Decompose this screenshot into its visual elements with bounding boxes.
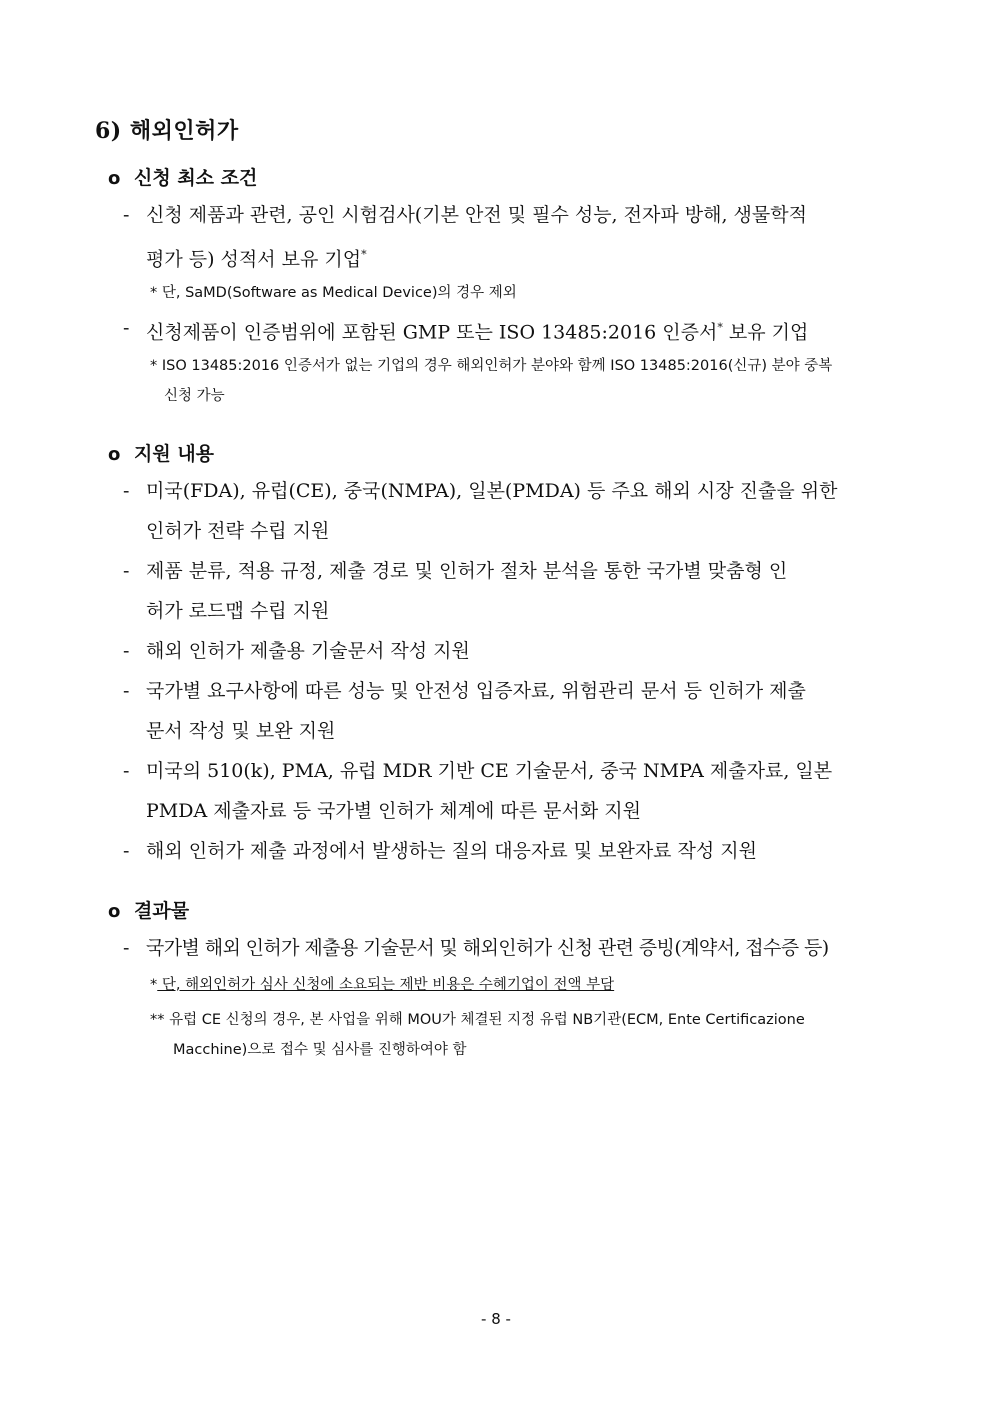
footnote (150, 351, 896, 411)
list-item-text (146, 928, 923, 968)
list-item (123, 928, 923, 968)
list-item-line: 보유 기업 (722, 321, 809, 344)
subsection-heading-eligibility (108, 163, 257, 190)
list-item (123, 831, 896, 871)
list-item-text (146, 551, 896, 631)
footnote-text: 유럽 CE 신청의 경우, 본 사업을 위해 MOU가 체결된 지정 유럽 NB기관(ECM, Ente Certificazione (164, 1012, 805, 1028)
list-item (123, 671, 896, 751)
dash-icon: - (123, 204, 130, 226)
list-item-line: 해외 인허가 제출용 기술문서 작성 지원 (146, 640, 470, 662)
footnote (150, 970, 896, 1000)
subsection-title: 신청 최소 조건 (134, 167, 258, 189)
subsection-heading-support (108, 439, 214, 466)
dash-icon: - (123, 317, 130, 339)
list-item-text (146, 671, 896, 751)
page-number: - 8 - (481, 1310, 511, 1328)
list-item-text (146, 195, 896, 279)
list-item-line: 미국(FDA), 유럽(CE), 중국(NMPA), 일본(PMDA) 등 주요 해외 시장 진출을 위한 (146, 480, 838, 502)
list-item (123, 751, 896, 831)
subsection-title: 결과물 (134, 900, 190, 922)
section-title: 6) 해외인허가 (95, 118, 239, 144)
footnote-text: 신청 가능 (164, 388, 225, 404)
subsection-title: 지원 내용 (134, 443, 215, 465)
list-item-line: 신청 제품과 관련, 공인 시험검사(기본 안전 및 필수 성능, 전자파 방해, 생물학적 (146, 204, 807, 226)
footnote-star: * (150, 977, 158, 993)
dash-icon: - (123, 640, 130, 662)
footnote-star: * (150, 285, 158, 301)
bullet-icon: o (108, 168, 121, 189)
list-item-line: 신청제품이 인증범위에 포함된 GMP 또는 ISO 13485:2016 인증서 (146, 321, 718, 344)
list-item-line: 문서 작성 및 보완 지원 (146, 720, 336, 742)
list-item-text (146, 308, 896, 352)
footnote-text: Macchine)으로 접수 및 심사를 진행하여야 함 (173, 1042, 467, 1058)
list-item-line: 평가 등) 성적서 보유 기업 (146, 248, 362, 271)
list-item (123, 195, 896, 279)
list-item (123, 631, 896, 671)
footnote-marker: * (717, 321, 723, 334)
dash-icon: - (123, 680, 130, 702)
bullet-icon: o (108, 444, 121, 465)
footnote-marker: * (361, 248, 367, 261)
dash-icon: - (123, 937, 130, 959)
bullet-icon: o (108, 901, 121, 922)
dash-icon: - (123, 840, 130, 862)
list-item (123, 308, 896, 352)
subsection-heading-deliverables (108, 896, 189, 923)
footnote-star: ** (150, 1012, 165, 1028)
list-item (123, 471, 896, 551)
list-item-line: 국가별 요구사항에 따른 성능 및 안전성 입증자료, 위험관리 문서 등 인허가 제출 (146, 680, 806, 702)
list-item-line: 해외 인허가 제출 과정에서 발생하는 질의 대응자료 및 보완자료 작성 지원 (146, 840, 758, 862)
dash-icon: - (123, 480, 130, 502)
list-item-line: 인허가 전략 수립 지원 (146, 520, 330, 542)
dash-icon: - (123, 560, 130, 582)
footnote-star: * (150, 358, 158, 374)
footnote (150, 278, 896, 308)
list-item-line: 허가 로드맵 수립 지원 (146, 600, 330, 622)
list-item (123, 551, 896, 631)
footnote (150, 1005, 896, 1065)
footnote-text: 단, SaMD(Software as Medical Device)의 경우 제외 (157, 285, 517, 301)
list-item-text (146, 471, 896, 551)
list-item-line: 제품 분류, 적용 규정, 제출 경로 및 인허가 절차 분석을 통한 국가별 맞춤형 인 (146, 560, 788, 582)
list-item-line: 국가별 해외 인허가 제출용 기술문서 및 해외인허가 신청 관련 증빙(계약서, 접수증 등) (146, 937, 829, 959)
list-item-text (146, 831, 896, 871)
list-item-text (146, 631, 896, 671)
list-item-line: 미국의 510(k), PMA, 유럽 MDR 기반 CE 기술문서, 중국 NMPA 제출자료, 일본 (146, 760, 833, 782)
list-item-line: PMDA 제출자료 등 국가별 인허가 체계에 따른 문서화 지원 (146, 800, 641, 822)
list-item-text (146, 751, 896, 831)
footnote-text: 단, 해외인허가 심사 신청에 소요되는 제반 비용은 수혜기업이 전액 부담 (157, 977, 615, 993)
dash-icon: - (123, 760, 130, 782)
footnote-text: ISO 13485:2016 인증서가 없는 기업의 경우 해외인허가 분야와 함께 ISO 13485:2016(신규) 분야 중복 (157, 358, 833, 374)
